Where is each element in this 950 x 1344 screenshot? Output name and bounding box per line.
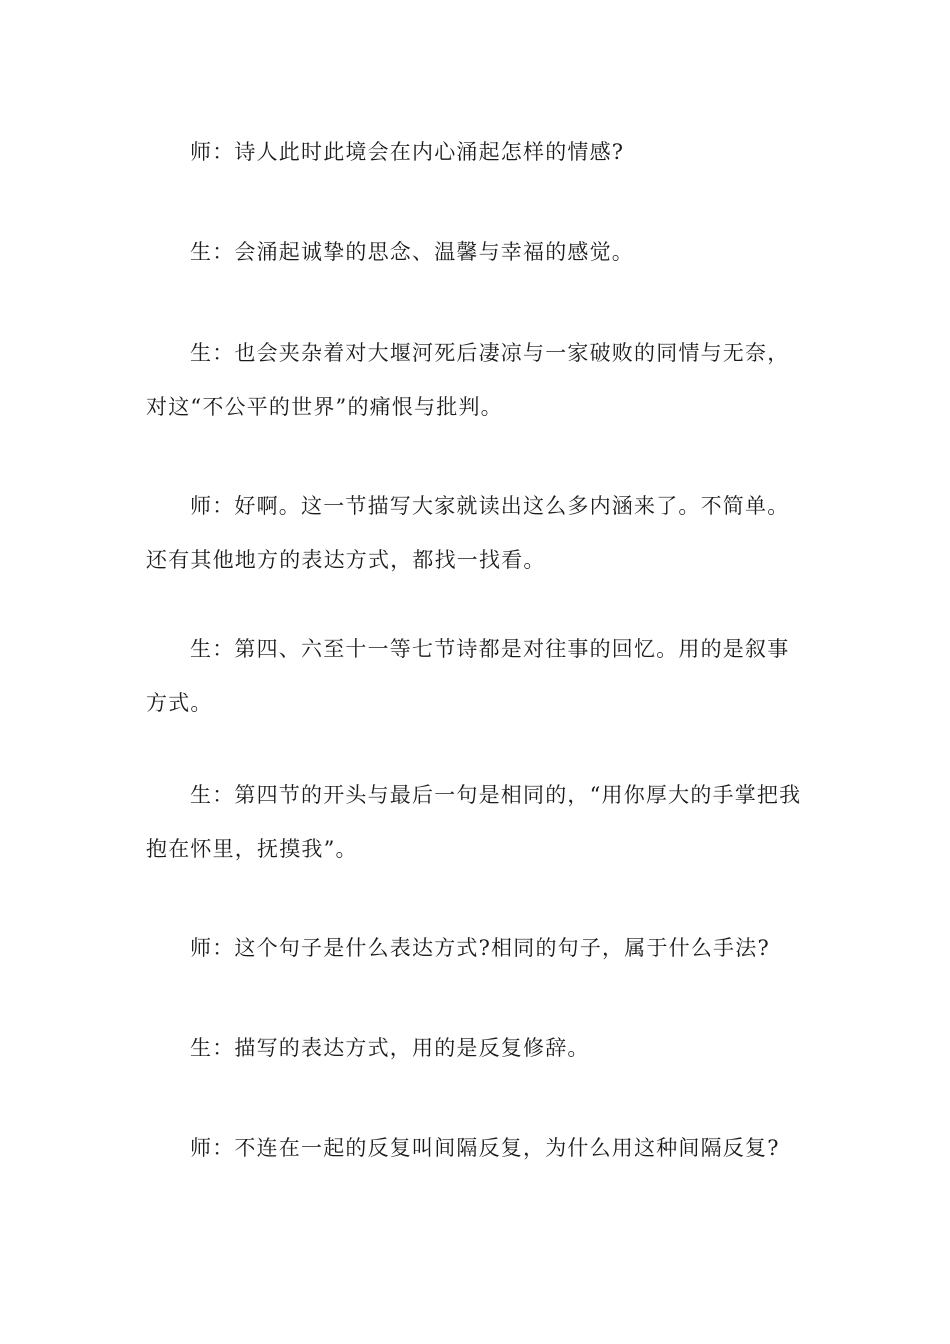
dialogue-paragraph-1: 师：诗人此时此境会在内心涌起怎样的情感?	[190, 140, 625, 164]
dialogue-paragraph-2: 生：会涌起诚挚的思念、温馨与幸福的感觉。	[190, 240, 634, 264]
dialogue-paragraph-4: 师：好啊。这一节描写大家就读出这么多内涵来了。不简单。还有其他地方的表达方式，都找一找看。	[146, 494, 790, 572]
dialogue-paragraph-5: 生：第四、六至十一等七节诗都是对往事的回忆。用的是叙事方式。	[146, 637, 790, 715]
dialogue-paragraph-6: 生：第四节的开头与最后一句是相同的，“用你厚大的手掌把我抱在怀里，抚摸我”。	[146, 783, 802, 861]
dialogue-paragraph-3: 生：也会夹杂着对大堰河死后凄凉与一家破败的同情与无奈，对这“不公平的世界”的痛恨与批判。	[146, 341, 790, 419]
dialogue-paragraph-8: 生：描写的表达方式，用的是反复修辞。	[190, 1036, 590, 1060]
dialogue-paragraph-7: 师：这个句子是什么表达方式?相同的句子，属于什么手法?	[190, 936, 770, 960]
dialogue-paragraph-9: 师：不连在一起的反复叫间隔反复，为什么用这种间隔反复?	[190, 1136, 780, 1160]
